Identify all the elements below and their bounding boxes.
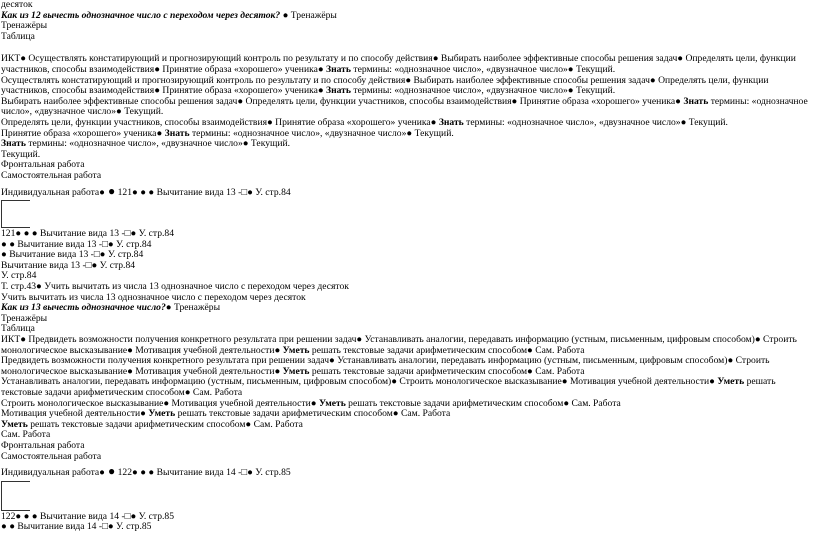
text-span: термины: «однозначное число», «двузначное число»● Текущий. xyxy=(25,139,291,150)
text-line: 121● ● ● Вычитание вида 13 -□● У. стр.84 xyxy=(1,229,175,240)
text-line xyxy=(1,399,816,410)
text-span: Осуществлять констатирующий и прогнозирующий контроль по результату и по способу действия● Выбирать наиболее эффективные способы решения задач● Определять цели, функции участников, способы взаимодействия● Принятие образа «хорошего» ученика● xyxy=(1,75,769,97)
text-line xyxy=(1,97,816,118)
text-span: Принятие образа «хорошего» ученика● xyxy=(1,128,163,139)
bold-term: Знать xyxy=(1,139,26,150)
text-span: 122● ● ● Вычитание вида 14 -□● У. стр.85 xyxy=(115,467,291,479)
text-span: ИКТ● Осуществлять констатирующий и прогнозирующий контроль по результату и по способу действия● Выбирать наиболее эффективные способы решения задач● Определять цели, функции участников, способы взаимодействия● Принятие образа «хорошего» ученика● xyxy=(1,54,796,75)
text-span: Индивидуальная работа● xyxy=(1,467,105,479)
bold-term: Знать xyxy=(438,117,464,128)
text-line: Вычитание вида 13 -□● У. стр.84 xyxy=(1,260,136,271)
text-line: 122● ● ● Вычитание вида 14 -□● У. стр.85 xyxy=(1,511,175,522)
text-line: Т. стр.43● Учить вычитать из числа 13 однозначное число с переходом через десяток xyxy=(1,282,349,293)
text-span: Устанавливать аналогии, передавать информацию (устным, письменным, цифровым способом)● Строить монологическое высказывание● Мотивация учебной деятельности● xyxy=(1,377,715,388)
text-line: Сам. Работа xyxy=(1,430,51,441)
text-line: десяток xyxy=(1,0,33,10)
bold-term: Знать xyxy=(326,85,351,97)
text-span: Индивидуальная работа● xyxy=(1,186,105,198)
text-span: решать текстовые задачи арифметическим способом● Сам. Работа xyxy=(345,398,621,409)
text-line xyxy=(1,356,816,377)
text-span: ИКТ● Предвидеть возможности получения конкретного результата при решении задач● Устанавливать аналогии, передавать информацию (устным, письменным, цифровым способом)● Строить монологическое высказывание● Мотивация учебной деятельности● xyxy=(1,335,797,356)
lesson-question: Как из 12 вычесть однозначное число с переходом через десяток? xyxy=(1,10,281,21)
text-span: 121● ● ● Вычитание вида 13 -□● У. стр.84 xyxy=(115,186,291,198)
text-span: решать текстовые задачи арифметическим способом● Сам. Работа xyxy=(309,365,585,377)
text-line xyxy=(1,186,816,199)
text-span: термины: «однозначное число», «двузначное число»● Текущий. xyxy=(463,117,728,128)
bold-term: Уметь xyxy=(318,398,346,409)
text-line xyxy=(1,118,816,129)
text-line: Тренажёры xyxy=(1,313,48,324)
text-span: термины: «однозначное число», «двузначное число»● Текущий. xyxy=(189,128,454,139)
bold-term: Знать xyxy=(326,63,351,75)
text-line: Самостоятельная работа xyxy=(1,451,102,462)
text-line xyxy=(1,377,816,398)
text-span: решать текстовые задачи арифметическим способом● Сам. Работа xyxy=(175,409,451,420)
image-placeholder-box xyxy=(1,200,30,228)
text-span: Мотивация учебной деятельности● xyxy=(1,409,146,420)
text-line: Фронтальная работа xyxy=(1,160,85,171)
text-line xyxy=(1,409,816,420)
text-line xyxy=(1,76,816,97)
blank-space xyxy=(1,42,816,54)
bold-term: Знать xyxy=(164,128,190,139)
text-span: решать текстовые задачи арифметическим способом● Сам. Работа xyxy=(309,344,585,356)
text-line: Таблица xyxy=(1,31,35,42)
text-line xyxy=(1,466,816,479)
text-span: ● Тренажёры xyxy=(282,10,337,21)
large-bullet: ● xyxy=(104,185,116,198)
text-line: У. стр.84 xyxy=(1,271,37,282)
lesson-question-line xyxy=(1,11,816,22)
text-line: Фронтальная работа xyxy=(1,440,85,451)
bold-term: Знать xyxy=(683,96,709,107)
text-line: Текущий. xyxy=(1,149,41,160)
text-line: ● ● Вычитание вида 14 -□● У. стр.85 xyxy=(1,522,152,533)
text-span: термины: «однозначное число», «двузначное число»● Текущий. xyxy=(1,96,808,118)
text-line: ● ● Вычитание вида 13 -□● У. стр.84 xyxy=(1,239,152,250)
text-line xyxy=(1,129,816,140)
text-span: Предвидеть возможности получения конкретного результата при решении задач● Устанавливать аналогии, передавать информацию (устным, письменным, цифровым способом)● Строить монологическое высказывание● Мотивация учебной деятельности● xyxy=(1,356,770,377)
text-span: термины: «однозначное число», «двузначное число»● Текущий. xyxy=(350,63,616,75)
image-placeholder-box xyxy=(1,481,30,511)
text-line: Учить вычитать из числа 13 однозначное число с переходом через десяток xyxy=(1,292,306,303)
text-span: ● Тренажёры xyxy=(165,303,221,314)
text-span: Строить монологическое высказывание● Мотивация учебной деятельности● xyxy=(1,398,317,409)
lesson-question: Как из 13 вычесть однозначное число? xyxy=(1,303,166,314)
text-line xyxy=(1,335,816,356)
bold-term: Уметь xyxy=(282,344,310,356)
text-line xyxy=(1,420,816,431)
text-span: решать текстовые задачи арифметическим способом● Сам. Работа xyxy=(27,419,303,430)
text-line: Самостоятельная работа xyxy=(1,170,102,181)
text-line: ● Вычитание вида 13 -□● У. стр.84 xyxy=(1,250,144,261)
bold-term: Уметь xyxy=(282,365,310,377)
text-line xyxy=(1,54,816,75)
bold-term: Уметь xyxy=(148,409,176,420)
text-line: Таблица xyxy=(1,324,35,335)
large-bullet: ● xyxy=(104,466,116,479)
text-span: Выбирать наиболее эффективные способы решения задач● Определять цели, функции участников, способы взаимодействия● Принятие образа «хорошего» ученика● xyxy=(1,96,681,107)
lesson-question-line xyxy=(1,303,816,314)
bold-term: Уметь xyxy=(1,419,28,430)
text-line: Тренажёры xyxy=(1,21,48,32)
bold-term: Уметь xyxy=(717,377,745,388)
text-span: термины: «однозначное число», «двузначное число»● Текущий. xyxy=(350,85,616,97)
text-span: решать текстовые задачи арифметическим способом● Сам. Работа xyxy=(1,377,776,398)
text-line xyxy=(1,139,816,150)
text-span: Определять цели, функции участников, способы взаимодействия● Принятие образа «хорошего» ученика● xyxy=(1,117,437,128)
